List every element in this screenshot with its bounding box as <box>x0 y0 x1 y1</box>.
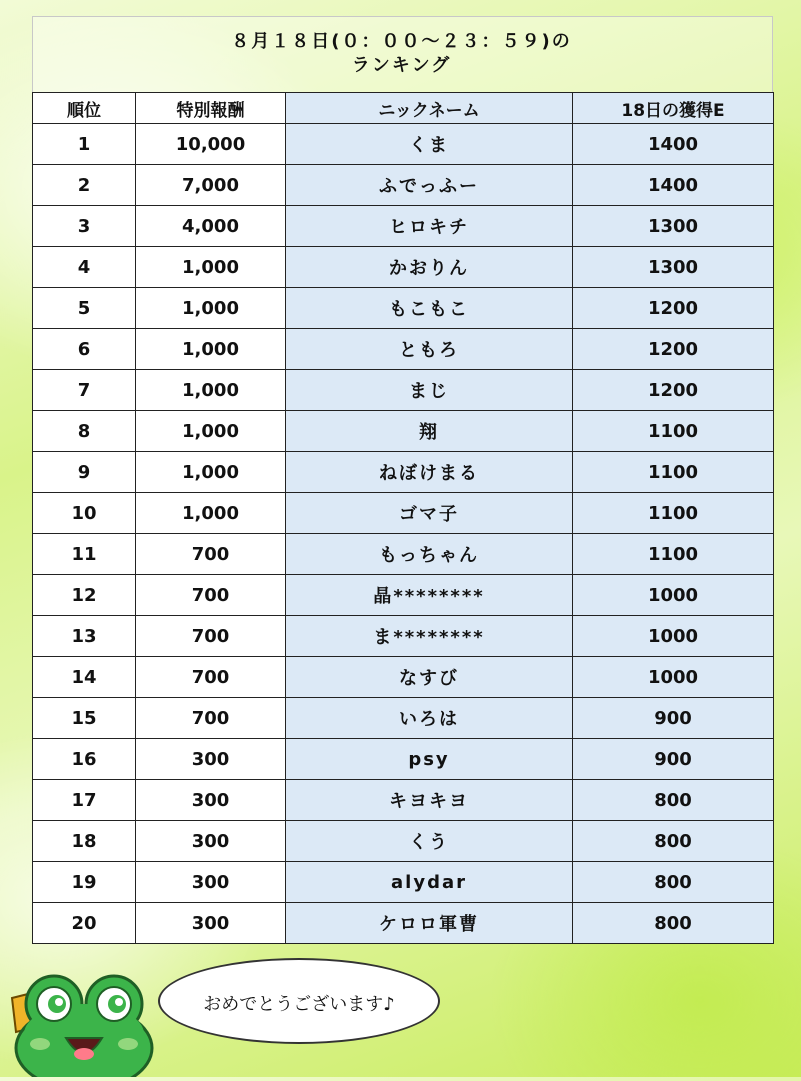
frog-mascot-icon <box>6 968 156 1077</box>
score-cell: 1100 <box>573 452 774 493</box>
header-score: 18日の獲得E <box>573 93 774 124</box>
reward-cell: 1,000 <box>136 452 286 493</box>
nickname-cell: もこもこ <box>286 288 573 329</box>
nickname-cell: ケロロ軍曹 <box>286 903 573 944</box>
rank-cell: 3 <box>33 206 136 247</box>
title-line-1: ８月１８日(０：００～２３：５９)の <box>231 31 572 52</box>
table-row <box>33 616 774 657</box>
header-rank: 順位 <box>33 93 136 124</box>
score-cell: 1100 <box>573 411 774 452</box>
reward-cell: 1,000 <box>136 370 286 411</box>
score-cell: 900 <box>573 698 774 739</box>
rank-cell: 19 <box>33 862 136 903</box>
table-header-row <box>33 93 774 124</box>
score-cell: 1100 <box>573 534 774 575</box>
nickname-cell: もっちゃん <box>286 534 573 575</box>
nickname-cell: ふでっふー <box>286 165 573 206</box>
ranking-table <box>32 92 774 944</box>
reward-cell: 300 <box>136 780 286 821</box>
nickname-cell: ゴマ子 <box>286 493 573 534</box>
reward-cell: 1,000 <box>136 288 286 329</box>
reward-cell: 1,000 <box>136 329 286 370</box>
rank-cell: 16 <box>33 739 136 780</box>
page-title <box>32 30 771 78</box>
reward-cell: 1,000 <box>136 493 286 534</box>
table-row <box>33 657 774 698</box>
score-cell: 1200 <box>573 329 774 370</box>
score-cell: 1100 <box>573 493 774 534</box>
score-cell: 800 <box>573 862 774 903</box>
reward-cell: 700 <box>136 616 286 657</box>
table-row <box>33 124 774 165</box>
reward-cell: 300 <box>136 739 286 780</box>
speech-bubble <box>158 958 440 1044</box>
nickname-cell: ねぼけまる <box>286 452 573 493</box>
reward-cell: 7,000 <box>136 165 286 206</box>
table-row <box>33 698 774 739</box>
rank-cell: 10 <box>33 493 136 534</box>
score-cell: 1400 <box>573 165 774 206</box>
nickname-cell: くう <box>286 821 573 862</box>
table-row <box>33 206 774 247</box>
reward-cell: 700 <box>136 657 286 698</box>
reward-cell: 1,000 <box>136 411 286 452</box>
reward-cell: 1,000 <box>136 247 286 288</box>
nickname-cell: いろは <box>286 698 573 739</box>
reward-cell: 300 <box>136 903 286 944</box>
nickname-cell: まじ <box>286 370 573 411</box>
table-row <box>33 739 774 780</box>
nickname-cell: alydar <box>286 862 573 903</box>
score-cell: 1400 <box>573 124 774 165</box>
score-cell: 800 <box>573 780 774 821</box>
nickname-cell: なすび <box>286 657 573 698</box>
nickname-cell: キヨキヨ <box>286 780 573 821</box>
nickname-cell: 翔 <box>286 411 573 452</box>
rank-cell: 4 <box>33 247 136 288</box>
table-row <box>33 821 774 862</box>
table-row <box>33 493 774 534</box>
nickname-cell: ヒロキチ <box>286 206 573 247</box>
reward-cell: 700 <box>136 575 286 616</box>
reward-cell: 4,000 <box>136 206 286 247</box>
reward-cell: 700 <box>136 534 286 575</box>
table-row <box>33 411 774 452</box>
reward-cell: 300 <box>136 821 286 862</box>
reward-cell: 300 <box>136 862 286 903</box>
nickname-cell: 晶******** <box>286 575 573 616</box>
table-body <box>33 124 774 944</box>
rank-cell: 14 <box>33 657 136 698</box>
nickname-cell: ま******** <box>286 616 573 657</box>
rank-cell: 7 <box>33 370 136 411</box>
table-row <box>33 862 774 903</box>
rank-cell: 13 <box>33 616 136 657</box>
table-row <box>33 452 774 493</box>
rank-cell: 20 <box>33 903 136 944</box>
rank-cell: 5 <box>33 288 136 329</box>
reward-cell: 700 <box>136 698 286 739</box>
rank-cell: 8 <box>33 411 136 452</box>
table-row <box>33 780 774 821</box>
rank-cell: 15 <box>33 698 136 739</box>
table-row <box>33 247 774 288</box>
nickname-cell: かおりん <box>286 247 573 288</box>
title-line-2: ランキング <box>351 55 452 76</box>
table-row <box>33 903 774 944</box>
score-cell: 900 <box>573 739 774 780</box>
reward-cell: 10,000 <box>136 124 286 165</box>
table-row <box>33 288 774 329</box>
nickname-cell: psy <box>286 739 573 780</box>
header-reward: 特別報酬 <box>136 93 286 124</box>
table-row <box>33 534 774 575</box>
score-cell: 1000 <box>573 616 774 657</box>
nickname-cell: ともろ <box>286 329 573 370</box>
score-cell: 800 <box>573 903 774 944</box>
header-nickname: ニックネーム <box>286 93 573 124</box>
score-cell: 1200 <box>573 370 774 411</box>
rank-cell: 6 <box>33 329 136 370</box>
table-row <box>33 329 774 370</box>
congrats-message: おめでとうございます♪ <box>203 994 395 1015</box>
rank-cell: 9 <box>33 452 136 493</box>
rank-cell: 12 <box>33 575 136 616</box>
rank-cell: 2 <box>33 165 136 206</box>
table-row <box>33 575 774 616</box>
nickname-cell: くま <box>286 124 573 165</box>
score-cell: 1300 <box>573 247 774 288</box>
score-cell: 1000 <box>573 657 774 698</box>
table-row <box>33 370 774 411</box>
score-cell: 1300 <box>573 206 774 247</box>
rank-cell: 17 <box>33 780 136 821</box>
rank-cell: 1 <box>33 124 136 165</box>
rank-cell: 18 <box>33 821 136 862</box>
score-cell: 800 <box>573 821 774 862</box>
table-row <box>33 165 774 206</box>
score-cell: 1000 <box>573 575 774 616</box>
rank-cell: 11 <box>33 534 136 575</box>
score-cell: 1200 <box>573 288 774 329</box>
